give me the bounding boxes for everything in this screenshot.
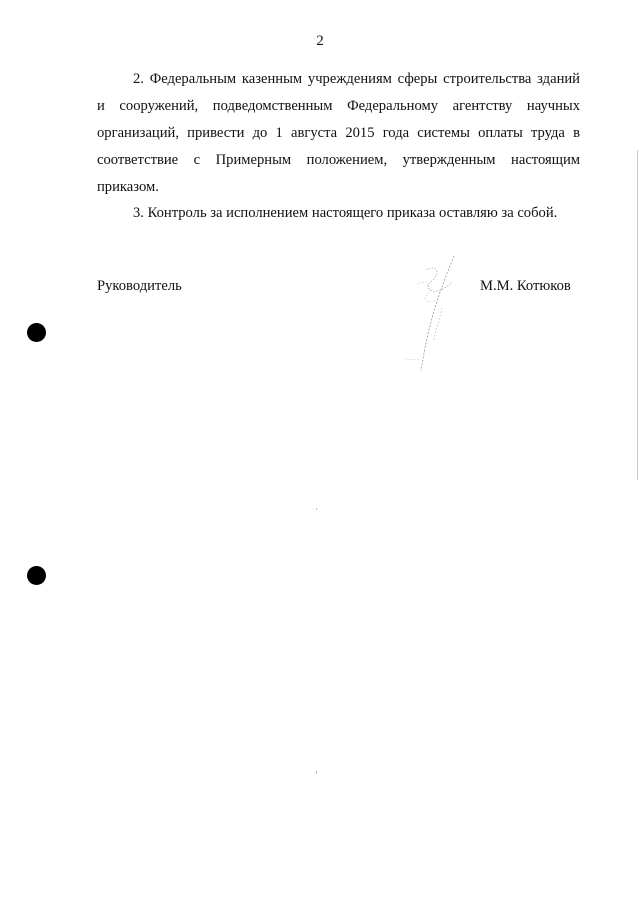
handwritten-signature (396, 248, 486, 373)
punch-hole-bottom (27, 566, 46, 585)
page-number: 2 (316, 33, 324, 49)
scan-speck (316, 508, 317, 510)
scan-speck (316, 771, 317, 774)
signatory-name: М.М. Котюков (480, 278, 571, 294)
paragraph-2-line-2: и сооружений, подведомственным Федеральному агентству научных (97, 98, 580, 114)
punch-hole-top (27, 323, 46, 342)
paragraph-2-line-4: соответствие с Примерным положением, утвержденным настоящим (97, 152, 580, 168)
paragraph-3: 3. Контроль за исполнением настоящего приказа оставляю за собой. (133, 205, 558, 221)
signatory-position: Руководитель (97, 278, 182, 294)
scan-edge-line (637, 150, 638, 480)
paragraph-2-line-3: организаций, привести до 1 августа 2015 года системы оплаты труда в (97, 125, 580, 141)
paragraph-2-line-5: приказом. (97, 179, 159, 195)
paragraph-2-line-1: 2. Федеральным казенным учреждениям сферы строительства зданий (133, 71, 580, 87)
